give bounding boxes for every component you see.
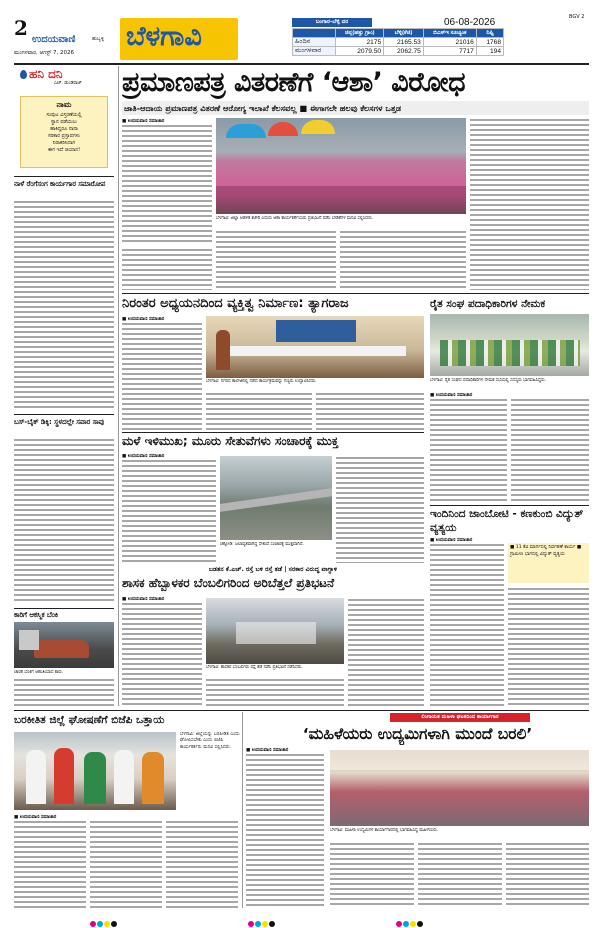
story3-photo bbox=[430, 314, 589, 376]
lead-col3 bbox=[340, 230, 466, 290]
poem-line: ಹಾಕಿದ್ದರೂ ನಾನಾ bbox=[50, 126, 78, 132]
story2-headline: ನಿರಂತರ ಅಧ್ಯಯನದಿಂದ ವ್ಯಕ್ತಿತ್ವ ನಿರ್ಮಾಣ: ತ್ಯಾಗರಾಜ bbox=[122, 296, 349, 311]
story3-col2 bbox=[511, 398, 589, 502]
logo-drop-icon bbox=[20, 70, 27, 79]
story8-caption: ಬೆಳಗಾವಿ: ಮಹಿಳಾ ಉದ್ಯಮಿಗಳ ಕಾರ್ಯಾಗಾರದಲ್ಲಿ ಭಾಗವಹಿಸಿದ್ದ ಮಹಿಳೆಯರು. bbox=[330, 828, 439, 833]
market-cell: 2175 bbox=[336, 38, 384, 47]
story6-photo bbox=[206, 598, 344, 664]
hani-dani-logo bbox=[14, 66, 114, 86]
market-header: ಬಿಎಸ್‌ಇ ಸೂಚ್ಯಂಕ bbox=[423, 29, 476, 38]
poem-box bbox=[20, 96, 108, 168]
bottom-rule bbox=[14, 710, 589, 711]
poem-title: ನಾಮ bbox=[56, 100, 72, 109]
story5-rule bbox=[430, 505, 589, 506]
story7-col3 bbox=[166, 820, 238, 908]
car-fire-photo bbox=[14, 622, 114, 668]
logo-author: ಎಚ್. ಡುಂಡಿರಾಜ್ bbox=[54, 81, 82, 86]
lead-caption: ಬೆಳಗಾವಿ: ಜಿಲ್ಲಾ ಆಡಳಿತ ಕಚೇರಿ ಎದುರು ಆಶಾ ಕಾರ್ಯಕರ್ತೆಯರು ಪ್ರತಿಭಟನೆ ನಡೆಸಿ ಬೇಡಿಕೆಗಳ ಮನವಿ ಸಲ್ಲಿಸಿದರು. bbox=[216, 216, 374, 221]
sidebar-story1-body bbox=[14, 200, 114, 410]
story4-photo bbox=[220, 456, 332, 540]
lead-col4 bbox=[470, 118, 589, 290]
market-row-label: ಮಂಗಳವಾರ bbox=[293, 47, 336, 56]
story4-col2 bbox=[336, 456, 424, 563]
story4-caption: ಚಿಕ್ಕೋಡಿ: ಜಲಾವೃತವಾಗಿದ್ದ ಸೇತುವೆ ಸಂಚಾರಕ್ಕೆ ಮುಕ್ತವಾಗಿದೆ. bbox=[220, 542, 304, 547]
story5-note: ■ 11 ಕೆವಿ ಮಾರ್ಗದಲ್ಲಿ ನಿರ್ವಹಣೆ ಕಾರ್ಯ ■ ಗ್ರಾಮೀಣ ಭಾಗದಲ್ಲಿ ವಿದ್ಯುತ್ ವ್ಯತ್ಯಯ bbox=[508, 543, 589, 583]
market-cell: 2079.50 bbox=[336, 47, 384, 56]
sidebar-divider bbox=[14, 176, 114, 177]
masthead-rule bbox=[14, 63, 589, 65]
story3-byline: ■ ಉದಯವಾಣಿ ಸಮಾಚಾರ bbox=[430, 393, 473, 398]
lead-col1b bbox=[122, 248, 212, 290]
story8-col3 bbox=[418, 842, 502, 908]
story2-photo bbox=[206, 316, 424, 378]
story4-col1 bbox=[122, 459, 216, 563]
story8-headline: ‘ಮಹಿಳೆಯರು ಉದ್ಯಮಿಗಳಾಗಿ ಮುಂದೆ ಬರಲಿ’ bbox=[302, 725, 533, 743]
story8-col4 bbox=[506, 842, 589, 908]
story2-col2 bbox=[206, 392, 312, 430]
poem-line: ಸಂಪುಟ ವಿಸ್ತರಣೆಯಲ್ಲಿ bbox=[46, 112, 82, 118]
sidebar-separator bbox=[118, 66, 119, 706]
story7-caption: ಬೆಳಗಾವಿ: ಜಿಲ್ಲೆಯನ್ನು ಬರಪೀಡಿತ ಎಂದು ಘೋಷಿಸಬೇಕು ಎಂದು ಬಿಜೆಪಿ ಕಾರ್ಯಕರ್ತರು ಮನವಿ ಸಲ್ಲಿಸಿದರು. bbox=[180, 732, 240, 750]
market-row-label: ಹಿಂದಿನ bbox=[293, 38, 336, 47]
sidebar-story3-caption: ಚಾರಕೆ ಬೆಂಕಿಗೆ ಆಹುತಿಯಾದ ಕಾರು. bbox=[14, 670, 64, 675]
story6-headline: ಶಾಸಕ ಹೆಬ್ಬಾಳಕರ ಬೆಂಬಲಿಗರಿಂದ ಅರಿಬೆತ್ತಲೆ ಪ್ರತಿಭಟನೆ bbox=[122, 576, 335, 590]
story7-col1 bbox=[14, 820, 86, 908]
story7-headline: ಬರಕೀತಿತ ಜಿಲ್ಲೆ ಘೋಷಣೆಗೆ ಬಿಜೆಪಿ ಒತ್ತಾಯ bbox=[14, 714, 165, 726]
sidebar-divider bbox=[14, 414, 114, 415]
story8-byline: ■ ಉದಯವಾಣಿ ಸಮಾಚಾರ bbox=[246, 748, 289, 753]
story8-photo bbox=[330, 750, 589, 826]
market-header-row bbox=[293, 29, 504, 38]
story5-col1 bbox=[430, 543, 504, 707]
story5-byline: ■ ಉದಯವಾಣಿ ಸಮಾಚಾರ bbox=[430, 538, 473, 543]
story8-col1 bbox=[246, 753, 324, 908]
market-cell: 21016 bbox=[423, 38, 476, 47]
market-row bbox=[293, 38, 504, 47]
sidebar-story2-headline: ಬಸ್-ಬೈಕ್ ಡಿಕ್ಕಿ: ಸ್ಥಳದಲ್ಲೇ ಸವಾರ ಸಾವು bbox=[14, 418, 105, 426]
market-row bbox=[293, 47, 504, 56]
story6-byline: ■ ಉದಯವಾಣಿ ಸಮಾಚಾರ bbox=[122, 597, 165, 602]
market-header: ನಿಫ್ಟಿ bbox=[476, 29, 503, 38]
sidebar-story3-headline: ಕಾರಿಗೆ ಆಕಸ್ಮಿಕ ಬೆಂಕಿ bbox=[14, 611, 58, 619]
story6-kicker: ಬಡತನ ಕೆ.ಎಚ್. ರಸ್ತೆ ಬಳಿ ರಸ್ತೆ ತಡೆ | ಸರಕಾರ ವಿರುದ್ಧ ವಾಗ್ದಾಳಿ bbox=[208, 566, 338, 573]
market-cell: 2062.75 bbox=[384, 47, 424, 56]
story5-headline: ಇಂದಿನಿಂದ ಜಾಂಬೋಟಿ - ಕಣಕುಂಬಿ ವಿದ್ಯುತ್ ವ್ಯತ್ಯಯ bbox=[430, 508, 584, 534]
story6-col2 bbox=[206, 678, 344, 706]
lead-headline: ಪ್ರಮಾಣಪತ್ರ ವಿತರಣೆಗೆ ‘ಆಶಾ’ ವಿರೋಧ bbox=[122, 67, 466, 98]
story3-headline: ರೈತ ಸಂಘ ಪದಾಧಿಕಾರಿಗಳ ನೇಮಕ bbox=[430, 298, 546, 310]
story7-photo bbox=[14, 732, 176, 810]
poem-line: ಸರಕಾರ ಪ್ರಸ್ತಾಪಗಳು bbox=[47, 133, 81, 139]
poem-line: ಸ್ಥಾನ ಪಡೆಯಲು bbox=[51, 119, 77, 125]
story3-col1 bbox=[430, 398, 507, 502]
market-title: ಬಂಗಾರ-ಬೆಳ್ಳಿ ದರ bbox=[292, 18, 372, 27]
story7-col2 bbox=[90, 820, 162, 908]
paper-name: ಉದಯವಾಣಿ bbox=[32, 34, 76, 45]
market-date: 06-08-2026 bbox=[444, 17, 496, 28]
sidebar-story1-headline: ನಾಳೆ ರೆಂಗೆಸಂಗ ಕಾರ್ಯಗಾರ ಸಮಾರೋಪ bbox=[14, 180, 106, 188]
sidebar-story2-body bbox=[14, 438, 114, 604]
page-number: 2 bbox=[14, 16, 28, 40]
story8-col2 bbox=[330, 842, 414, 908]
market-header: ಚಿನ್ನ(ಹತ್ತು ಗ್ರಾಂ) bbox=[336, 29, 384, 38]
date-line: ಮಂಗಳವಾರ, ಆಗಸ್ಟ್ 7, 2026 bbox=[14, 50, 74, 56]
poem-line: ನಿರಾಕರಿಸಿದಾಗ bbox=[52, 140, 76, 146]
lead-col1 bbox=[122, 124, 212, 244]
lead-col2 bbox=[216, 230, 336, 290]
poem-line: ಈಗ ಇದೆ ಜಿಯಾನ! bbox=[47, 147, 81, 153]
story5-col2 bbox=[508, 587, 589, 707]
sidebar bbox=[14, 66, 114, 706]
market-cell: 2165.53 bbox=[384, 38, 424, 47]
lead-subhead: ಜಾತಿ-ಆದಾಯ ಪ್ರಮಾಣಪತ್ರ ವಿತರಣೆ ಆರೋಗ್ಯ ಇಲಾಖೆ ಕೆಲಸವಲ್ಲ ■ ಈಗಾಗಲೇ ಹಲವು ಕೆಲಸಗಳ ಒತ್ತಡ bbox=[122, 101, 589, 115]
edition-name: ಬೆಳಗಾವಿ bbox=[126, 21, 202, 52]
registration-marks bbox=[90, 912, 560, 920]
market-code: BGV 2 bbox=[569, 14, 585, 20]
market-table bbox=[292, 28, 504, 56]
story6-caption: ಬೆಳಗಾವಿ: ಶಾಸಕರ ಬೆಂಬಲಿಗರು ರಸ್ತೆ ತಡೆ ನಡೆಸಿ ಪ್ರತಿಭಟನೆ ನಡೆಸಿದರು. bbox=[206, 665, 303, 670]
lead-rule bbox=[122, 293, 589, 294]
logo-text: ಹನಿ ದನಿ bbox=[29, 67, 63, 81]
lead-photo bbox=[216, 118, 466, 214]
market-header bbox=[293, 29, 336, 38]
story3-caption: ಬೆಳಗಾವಿ: ರೈತ ಸಂಘದ ಪದಾಧಿಕಾರಿಗಳ ನೇಮಕ ಸಭೆಯಲ್ಲಿ ಸದಸ್ಯರು ಭಾಗವಹಿಸಿದ್ದರು. bbox=[430, 378, 547, 383]
market-cell: 194 bbox=[476, 47, 503, 56]
market-cell: 7717 bbox=[423, 47, 476, 56]
story2-col1 bbox=[122, 322, 202, 430]
story8-kicker: ಲಿಂಗಾಯತ ಮಹಿಳಾ ಘಟಕದಿಂದ ಕಾರ್ಯಾಗಾರ bbox=[390, 713, 530, 722]
story2-caption: ಬೆಳಗಾವಿ: ನಗರದ ಕಾಲೇಜಿನಲ್ಲಿ ನಡೆದ ಕಾರ್ಯಕ್ರಮವನ್ನು ಗಣ್ಯರು ಉದ್ಘಾಟಿಸಿದರು. bbox=[206, 379, 317, 384]
story4-byline: ■ ಉದಯವಾಣಿ ಸಮಾಚಾರ bbox=[122, 454, 165, 459]
story2-col3 bbox=[316, 392, 424, 430]
story7-byline: ■ ಉದಯವಾಣಿ ಸಮಾಚಾರ bbox=[14, 815, 57, 820]
paper-tag: ಹುಬ್ಬಳ್ಳಿ bbox=[92, 36, 105, 42]
bottom-separator bbox=[242, 712, 243, 908]
sidebar-divider bbox=[14, 608, 114, 609]
story2-byline: ■ ಉದಯವಾಣಿ ಸಮಾಚಾರ bbox=[122, 317, 165, 322]
lead-byline: ■ ಉದಯವಾಣಿ ಸಮಾಚಾರ bbox=[122, 119, 165, 124]
story4-headline: ಮಳೆ ಇಳಿಮುಖ; ಮೂರು ಸೇತುವೆಗಳು ಸಂಚಾರಕ್ಕೆ ಮುಕ್ತ bbox=[122, 434, 339, 448]
market-header: ಬೆಳ್ಳಿ(ಕೆಜಿ) bbox=[384, 29, 424, 38]
story6-col1 bbox=[122, 602, 202, 706]
masthead bbox=[14, 14, 589, 60]
market-cell: 1768 bbox=[476, 38, 503, 47]
story6-col3 bbox=[348, 598, 424, 706]
sidebar-story3-body bbox=[14, 678, 114, 706]
